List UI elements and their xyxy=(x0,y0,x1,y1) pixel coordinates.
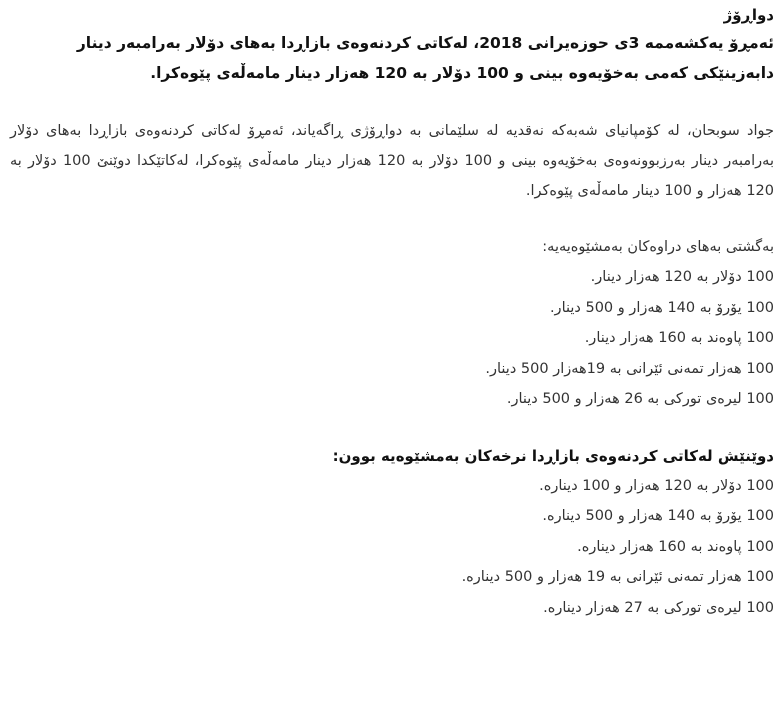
list-item: 100 لیرەی تورکی بە 27 هەزار دینارە. xyxy=(543,599,774,616)
list-item: 100 لیرەی تورکی بە 26 هەزار و 500 دینار. xyxy=(506,391,774,407)
lead-line-1: ئەمڕۆ یەکشەممە 3ی حوزەیرانی 2018، لەکاتی کردنەوەی بازاڕدا بەهای دۆلار بەرامبەر دینار xyxy=(76,34,774,52)
list-item: 100 هەزار تمەنی ئێرانی بە 19 هەزار و 500 دینارە. xyxy=(461,569,774,585)
article-body-paragraph: جواد سوبحان، لە کۆمپانیای شەبەکە نەقدیە لە سلێمانی بە دواڕۆژی ڕاگەیاند، ئەمڕۆ لەکاتی کردنەوەی بازاڕدا بەهای دۆلار بەرامبەر دینار بەرزبوونەوەی بەخۆیەوە بینی و 100 دۆلار بە 120 هەزار دینار مامەڵەی پێوەکرا، لەکاتێکدا دوێنێ 100 دۆلار بە 120 هەزار و 100 دینار مامەڵەی پێوەکرا. xyxy=(10,123,774,199)
today-rates-list xyxy=(10,262,774,415)
list-item: 100 یۆرۆ بە 140 هەزار و 500 دینار. xyxy=(549,299,774,316)
list-item: 100 دۆلار بە 120 هەزار دینار. xyxy=(590,269,774,285)
list-item: 100 دۆلار بە 120 هەزار و 100 دینارە. xyxy=(539,477,774,494)
spacer xyxy=(10,206,774,232)
section-label: دواڕۆژ xyxy=(723,6,774,24)
list-item: 100 پاوەند بە 160 هەزار دینارە. xyxy=(577,538,774,555)
article-lead xyxy=(10,28,774,88)
yesterday-rates-list xyxy=(10,471,774,624)
list-item: 100 یۆرۆ بە 140 هەزار و 500 دینارە. xyxy=(542,508,774,524)
spacer xyxy=(10,415,774,441)
list-item: 100 پاوەند بە 160 هەزار دینار. xyxy=(584,330,774,346)
list-item: 100 هەزار تمەنی ئێرانی بە 19هەزار 500 دینار. xyxy=(485,360,774,377)
today-rates-title: بەگشتی بەهای دراوەکان بەمشێوەیەیە: xyxy=(542,239,774,255)
lead-line-2: دابەزینێکی کەمی بەخۆیەوە بینی و 100 دۆلار بە 120 هەزار دینار مامەڵەی پێوەکرا. xyxy=(150,64,774,82)
yesterday-rates-title: دوێنێش لەکاتی کردنەوەی بازاڕدا نرخەکان بەمشێوەیە بوون: xyxy=(332,446,774,465)
